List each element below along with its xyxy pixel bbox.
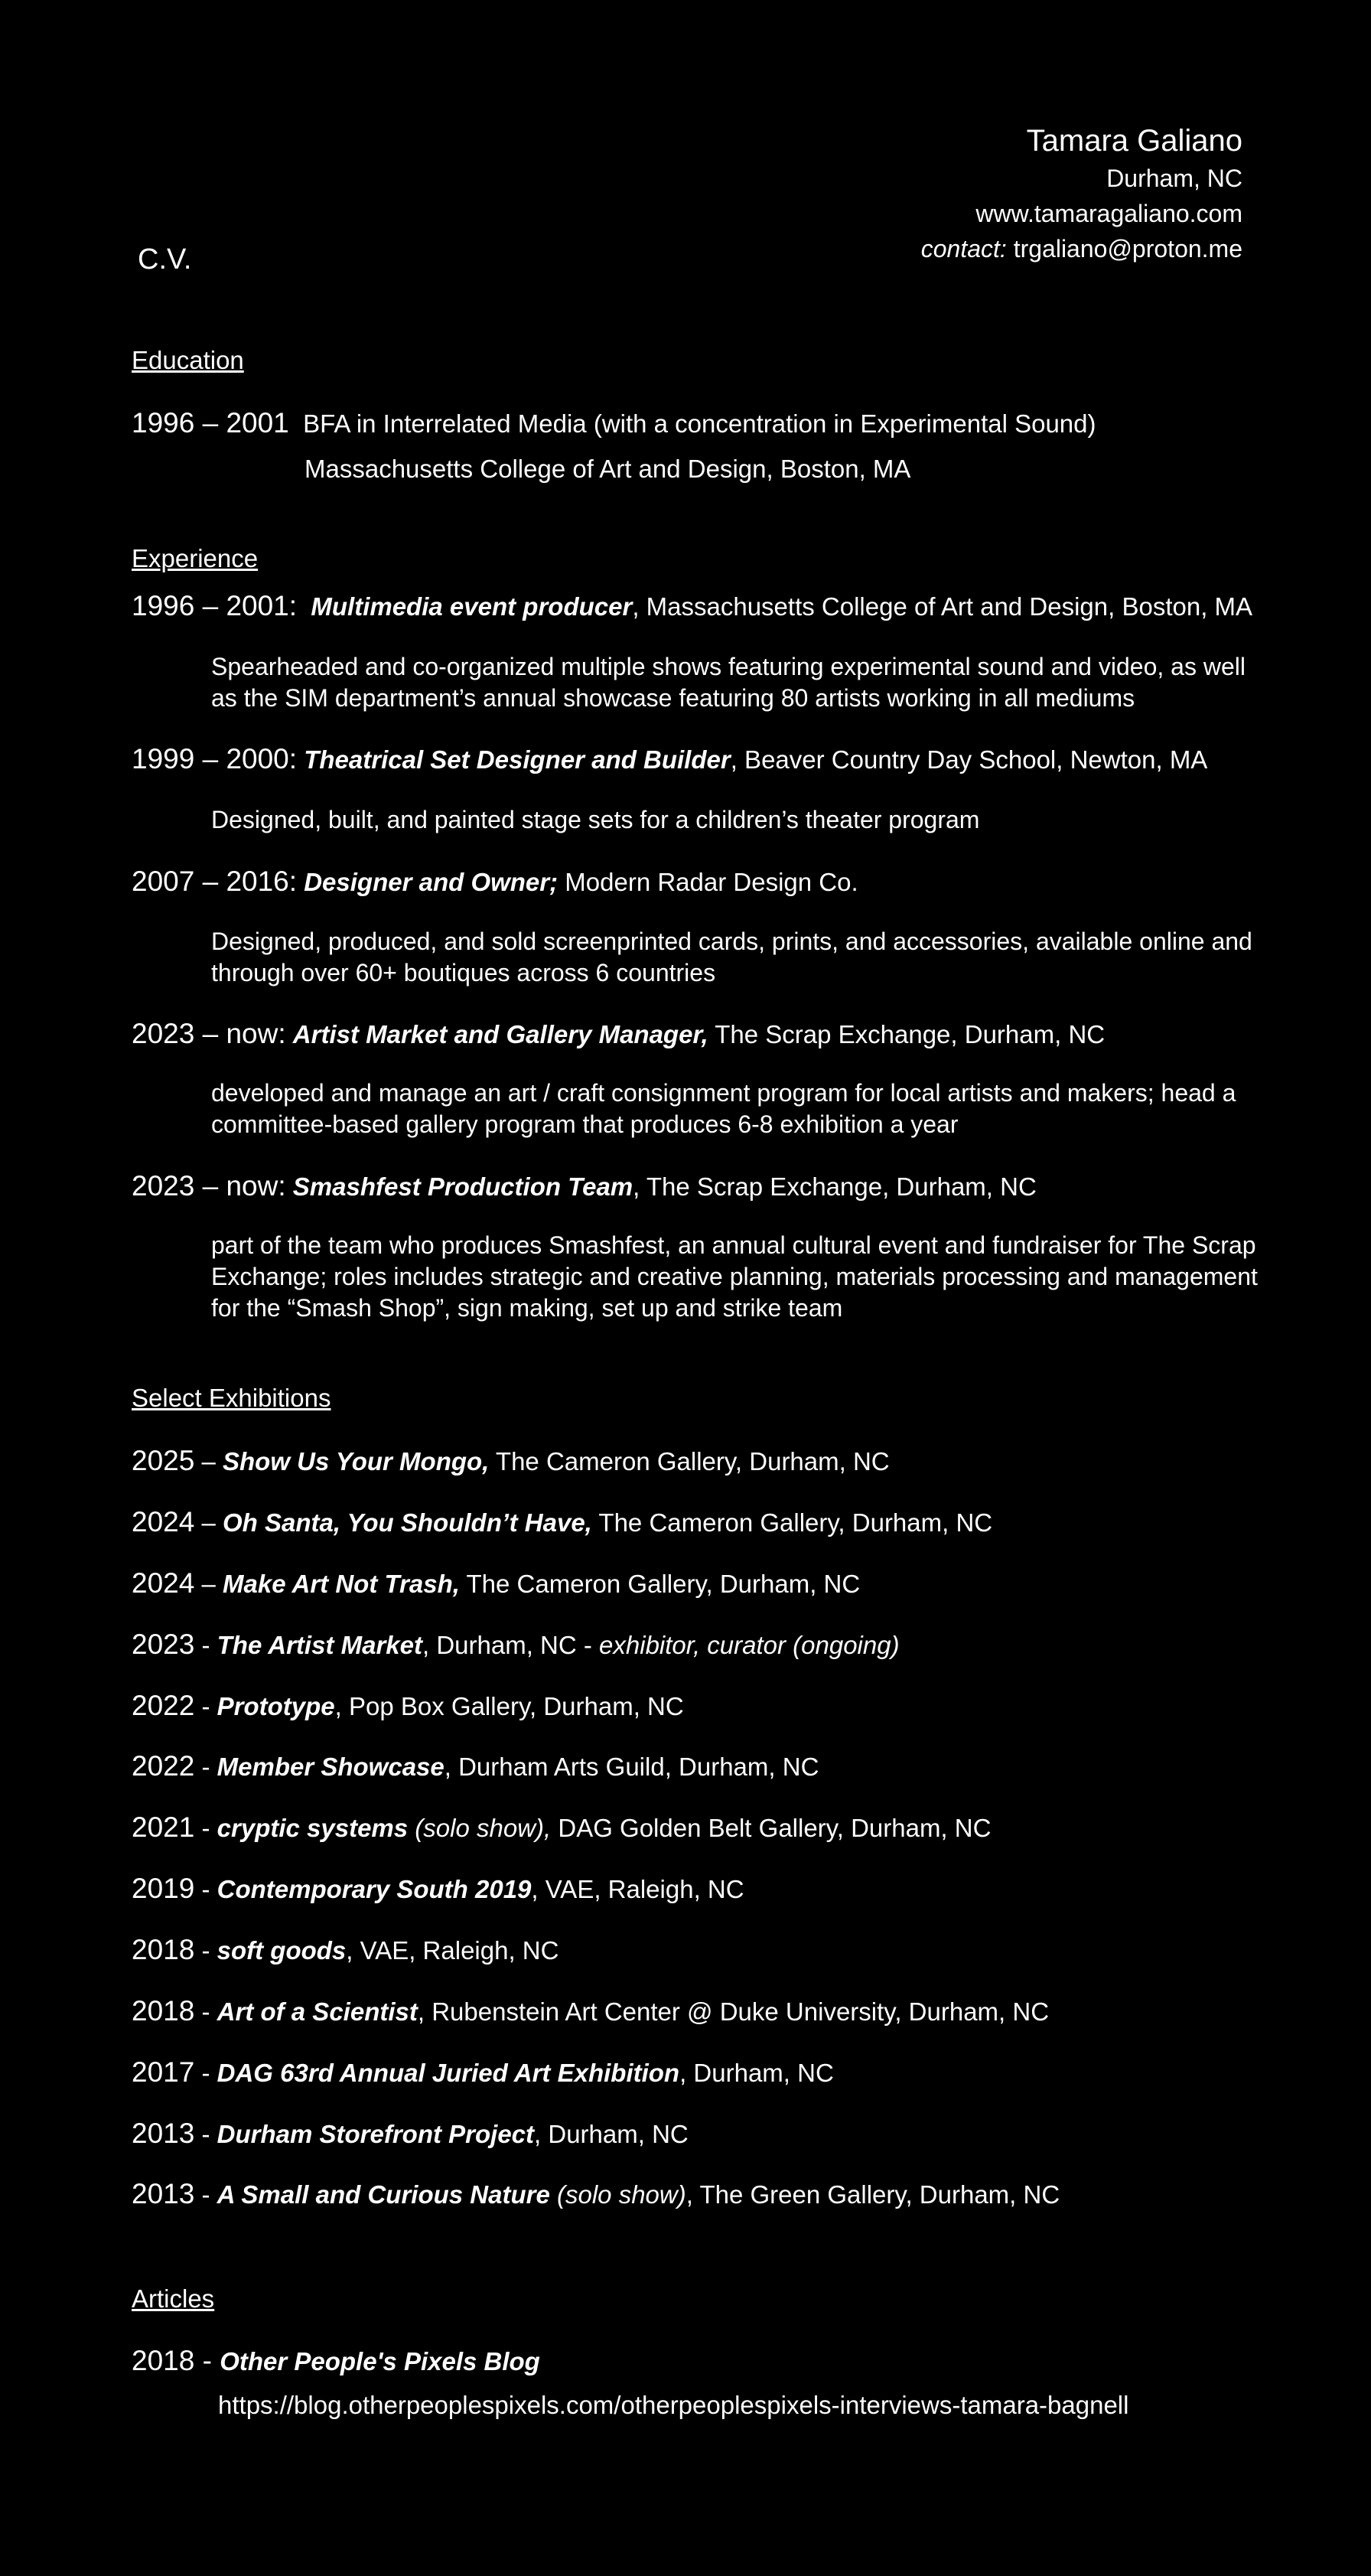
exhibition-year: 2022	[132, 1690, 195, 1721]
articles-title: Articles	[132, 2284, 215, 2313]
experience-desc: Designed, built, and painted stage sets for a children’s theater program	[211, 806, 980, 833]
exhibition-item	[132, 1811, 991, 1844]
cv-label: C.V.	[138, 243, 192, 276]
experience-years: 1996 – 2001:	[132, 590, 298, 621]
experience-item	[132, 1170, 1037, 1202]
exhibition-sep: -	[194, 1753, 217, 1781]
experience-years: 2023 – now:	[132, 1018, 286, 1049]
exhibition-year: 2013	[132, 2178, 195, 2209]
experience-desc: Designed, produced, and sold screenprinted cards, prints, and accessories, available online and through over 60+ boutiques across 6 countries	[211, 928, 1252, 986]
experience-org: Modern Radar Design Co.	[558, 868, 858, 896]
experience-org: The Scrap Exchange, Durham, NC	[708, 1020, 1106, 1048]
exhibition-year: 2018	[132, 1995, 195, 2027]
location: Durham, NC	[1106, 165, 1242, 192]
education-title: Education	[132, 346, 244, 374]
article-url[interactable]: https://blog.otherpeoplespixels.com/otherpeoplespixels-interviews-tamara-bagnell	[218, 2391, 1129, 2419]
exhibition-name: Prototype	[217, 1692, 335, 1720]
exhibition-venue: , Rubenstein Art Center @ Duke University, Durham, NC	[417, 1997, 1050, 2026]
experience-years: 2023 – now:	[132, 1170, 286, 1202]
experience-item	[132, 1018, 1105, 1050]
experience-years: 1999 – 2000:	[132, 743, 298, 774]
exhibition-name: Show Us Your Mongo,	[223, 1447, 490, 1475]
exhibition-sep: -	[194, 2180, 217, 2209]
exhibition-venue: The Cameron Gallery, Durham, NC	[591, 1508, 993, 1537]
exhibition-year: 2013	[132, 2118, 195, 2149]
exhibition-name: Member Showcase	[217, 1753, 445, 1781]
exhibition-venue: , The Green Gallery, Durham, NC	[686, 2180, 1060, 2209]
exhibition-name: Durham Storefront Project	[217, 2120, 535, 2148]
experience-item	[132, 590, 1252, 622]
exhibition-item	[132, 1629, 900, 1661]
exhibition-name: Art of a Scientist	[217, 1997, 418, 2026]
exhibition-year: 2025	[132, 1445, 195, 1476]
exhibitions-title: Select Exhibitions	[132, 1384, 331, 1412]
exhibition-year: 2018	[132, 1934, 195, 1965]
exhibition-sep: –	[194, 1447, 223, 1475]
experience-role: Smashfest Production Team	[292, 1172, 633, 1201]
exhibition-year: 2024	[132, 1567, 195, 1599]
experience-role: Theatrical Set Designer and Builder	[304, 745, 731, 774]
exhibition-name: Make Art Not Trash,	[223, 1570, 460, 1598]
exhibition-year: 2022	[132, 1750, 195, 1782]
experience-org: , Beaver Country Day School, Newton, MA	[730, 745, 1208, 774]
education-degree: BFA in Interrelated Media (with a concentration in Experimental Sound)	[303, 409, 1096, 438]
exhibition-name: A Small and Curious Nature	[217, 2180, 550, 2209]
website[interactable]: www.tamaragaliano.com	[975, 200, 1242, 227]
exhibition-item	[132, 2178, 1060, 2210]
exhibition-item	[132, 1995, 1049, 2027]
exhibition-item	[132, 2118, 689, 2150]
experience-desc: Spearheaded and co-organized multiple shows featuring experimental sound and video, as well as the SIM department’s annual showcase featuring 80 artists working in all mediums	[211, 653, 1246, 712]
exhibition-venue: DAG Golden Belt Gallery, Durham, NC	[551, 1814, 992, 1842]
experience-role: Designer and Owner;	[304, 868, 558, 896]
person-name: Tamara Galiano	[1026, 124, 1242, 158]
exhibition-year: 2023	[132, 1629, 195, 1660]
exhibition-item	[132, 1506, 992, 1538]
exhibition-item	[132, 1873, 744, 1905]
exhibition-venue: The Cameron Gallery, Durham, NC	[459, 1570, 861, 1598]
exhibition-year: 2019	[132, 1873, 195, 1904]
exhibition-name: DAG 63rd Annual Juried Art Exhibition	[217, 2059, 680, 2087]
exhibition-venue: , Durham, NC	[534, 2120, 689, 2148]
exhibition-sep: -	[194, 1692, 217, 1720]
exhibition-sep: -	[194, 1631, 217, 1659]
exhibition-sep: -	[194, 1936, 217, 1965]
exhibition-name: Oh Santa, You Shouldn’t Have,	[223, 1508, 592, 1537]
exhibition-note: (solo show)	[549, 2180, 686, 2209]
article-name: Other People's Pixels Blog	[220, 2347, 540, 2375]
exhibition-item	[132, 1750, 819, 1782]
exhibition-item	[132, 1690, 684, 1722]
exhibition-venue: , Durham, NC -	[422, 1631, 600, 1659]
exhibition-year: 2021	[132, 1811, 195, 1843]
exhibition-item	[132, 1567, 860, 1599]
exhibition-name: soft goods	[217, 1936, 347, 1965]
experience-desc: developed and manage an art / craft consignment program for local artists and makers; head a committee-based gallery program that produces 6-8 exhibition a year	[211, 1079, 1236, 1138]
exhibition-year: 2017	[132, 2056, 195, 2088]
exhibition-venue: , Durham, NC	[679, 2059, 834, 2087]
contact-label: contact:	[920, 235, 1007, 262]
exhibition-sep: -	[194, 2059, 217, 2087]
exhibition-name: The Artist Market	[217, 1631, 422, 1659]
exhibition-sep: –	[194, 1508, 223, 1537]
education-years: 1996 – 2001	[132, 407, 289, 439]
article-item	[132, 2345, 540, 2377]
exhibition-sep: -	[194, 1814, 217, 1842]
article-year: 2018 -	[132, 2345, 220, 2376]
experience-years: 2007 – 2016:	[132, 866, 298, 897]
exhibition-name: cryptic systems	[217, 1814, 409, 1842]
experience-org: , The Scrap Exchange, Durham, NC	[633, 1172, 1037, 1201]
experience-role: Artist Market and Gallery Manager,	[292, 1020, 708, 1048]
exhibition-sep: -	[194, 1997, 217, 2026]
education-school: Massachusetts College of Art and Design, Boston, MA	[304, 455, 911, 483]
exhibition-venue: , VAE, Raleigh, NC	[531, 1875, 744, 1903]
experience-org: , Massachusetts College of Art and Design, Boston, MA	[632, 592, 1253, 621]
experience-desc: part of the team who produces Smashfest, an annual cultural event and fundraiser for The Scrap Exchange; roles includes strategic and creative planning, materials processing and management for the “Smash Shop”, sign making, set up and strike team	[211, 1231, 1258, 1322]
exhibition-venue: , Durham Arts Guild, Durham, NC	[444, 1753, 819, 1781]
exhibition-item	[132, 1934, 558, 1966]
email[interactable]: trgaliano@proton.me	[1013, 235, 1242, 262]
experience-item	[132, 866, 858, 898]
contact-block	[921, 121, 1242, 266]
exhibition-year: 2024	[132, 1506, 195, 1537]
exhibition-sep: -	[194, 2120, 217, 2148]
exhibition-note: (solo show),	[408, 1814, 552, 1842]
exhibition-venue: , VAE, Raleigh, NC	[346, 1936, 559, 1965]
exhibition-sep: –	[194, 1570, 223, 1598]
contact-line	[921, 231, 1242, 266]
experience-role: Multimedia event producer	[311, 592, 633, 621]
exhibition-venue: The Cameron Gallery, Durham, NC	[489, 1447, 890, 1475]
exhibition-item	[132, 2056, 834, 2089]
education-row	[132, 407, 1096, 439]
experience-title: Experience	[132, 544, 259, 572]
exhibition-name: Contemporary South 2019	[217, 1875, 532, 1903]
exhibition-item	[132, 1445, 890, 1477]
exhibition-venue: , Pop Box Gallery, Durham, NC	[334, 1692, 684, 1720]
exhibition-role: exhibitor, curator (ongoing)	[599, 1631, 900, 1659]
exhibition-sep: -	[194, 1875, 217, 1903]
experience-item	[132, 743, 1207, 775]
